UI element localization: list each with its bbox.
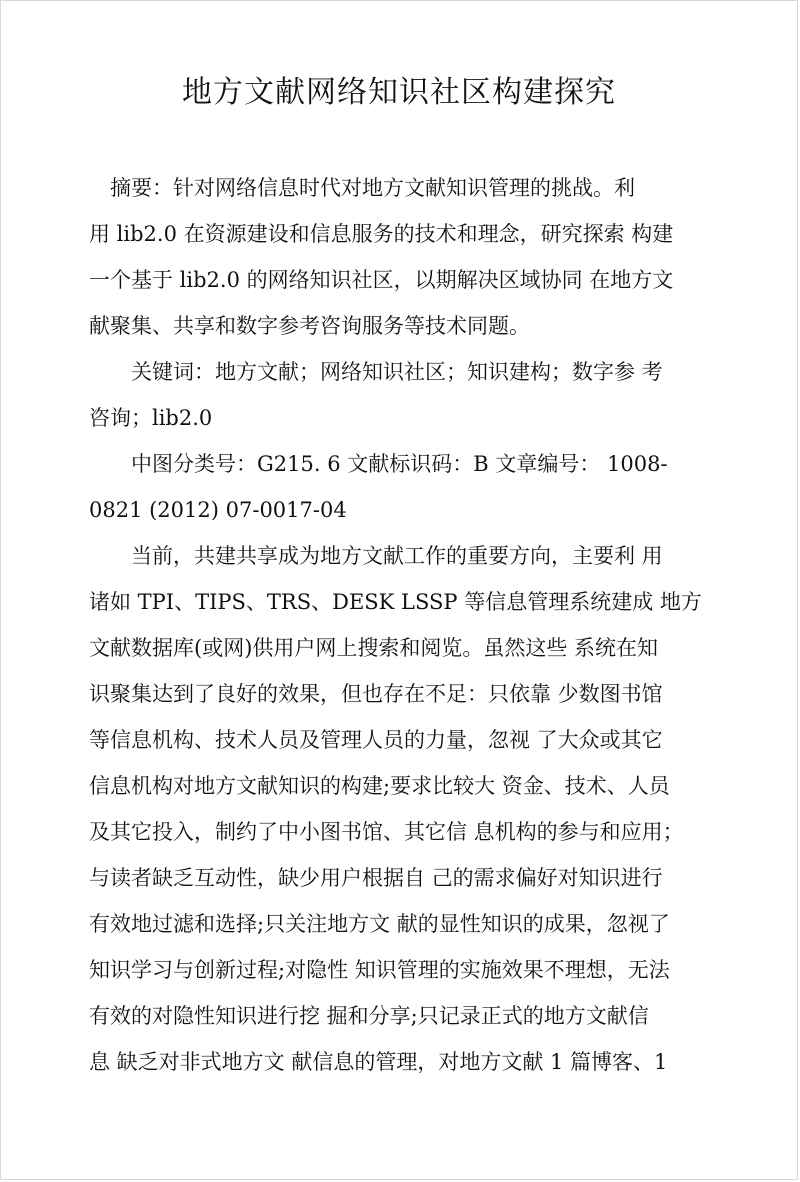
- paragraph-line: 有效的对隐性知识进行挖 掘和分享;只记录正式的地方文献信: [89, 1004, 649, 1028]
- classification-line: 中图分类号：G215. 6 文献标识码：B 文章编号： 1008-: [89, 452, 668, 476]
- paragraph-line: 知识学习与创新过程;对隐性 知识管理的实施效果不理想，无法: [89, 958, 670, 982]
- keywords-line: 关键词：地方文献；网络知识社区；知识建构；数字参 考: [89, 360, 663, 384]
- abstract-line: 用 lib2.0 在资源建设和信息服务的技术和理念，研究探索 构建: [89, 222, 674, 246]
- paragraph-line: 及其它投入，制约了中小图书馆、其它信 息机构的参与和应用；: [89, 820, 684, 844]
- abstract-line: 摘要：针对网络信息时代对地方文献知识管理的挑战。利: [89, 176, 635, 200]
- paragraph-line: 文献数据库(或网)供用户网上搜索和阅览。虽然这些 系统在知: [89, 636, 659, 660]
- abstract-line: 一个基于 lib2.0 的网络知识社区，以期解决区域协同 在地方文: [89, 268, 674, 292]
- keywords-line: 咨询；lib2.0: [89, 406, 213, 430]
- abstract-line: 献聚集、共享和数字参考咨询服务等技术同题。: [89, 314, 530, 338]
- document-title: 地方文献网络知识社区构建探究: [182, 75, 616, 110]
- paragraph-line: 息 缺乏对非式地方文 献信息的管理，对地方文献 1 篇博客、1: [89, 1050, 668, 1074]
- paragraph-line: 识聚集达到了良好的效果，但也存在不足：只依靠 少数图书馆: [89, 682, 663, 706]
- document-body: [89, 165, 715, 1085]
- paragraph-line: 当前，共建共享成为地方文献工作的重要方向，主要利 用: [89, 544, 663, 568]
- paragraph-line: 有效地过滤和选择;只关注地方文 献的显性知识的成果，忽视了: [89, 912, 670, 936]
- paragraph-line: 信息机构对地方文献知识的构建;要求比较大 资金、技术、人员: [89, 774, 670, 798]
- paragraph-line: 诸如 TPI、TIPS、TRS、DESK LSSP 等信息管理系统建成 地方: [89, 590, 702, 614]
- classification-line: 0821 (2012) 07-0017-04: [89, 498, 347, 522]
- paragraph-line: 与读者缺乏互动性，缺少用户根据自 己的需求偏好对知识进行: [89, 866, 663, 890]
- paragraph-line: 等信息机构、技术人员及管理人员的力量，忽视 了大众或其它: [89, 728, 663, 752]
